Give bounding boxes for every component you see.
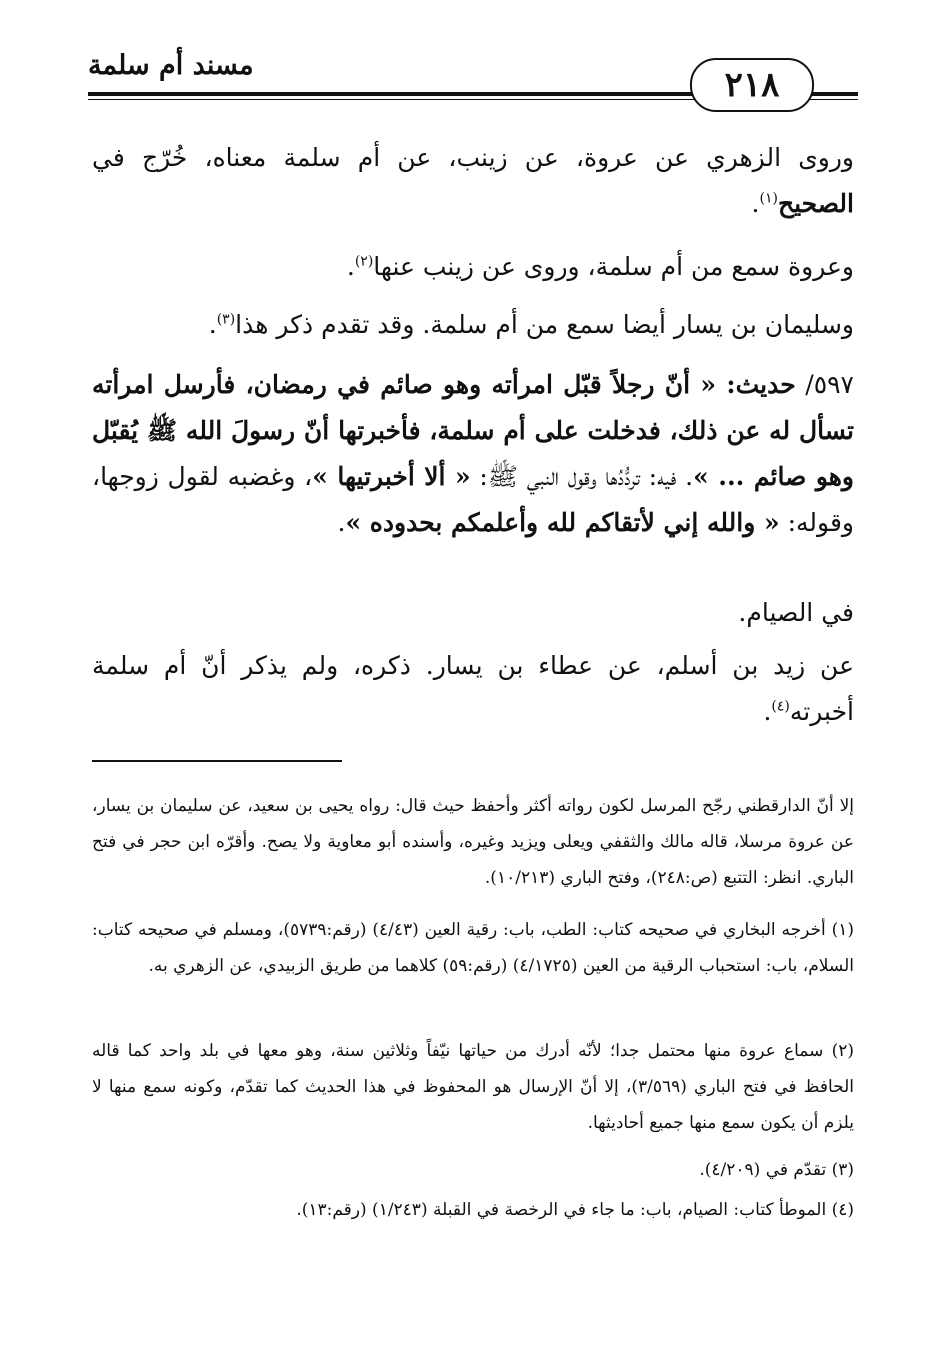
- page-number-badge: ٢١٨: [690, 58, 814, 112]
- hadith-paragraph: [92, 362, 854, 546]
- paragraph-end: .: [208, 310, 217, 339]
- hadith-quote-oath: « والله إني لأتقاكم لله وأعلمكم بحدوده »: [345, 508, 780, 537]
- footnote-separator: [92, 760, 342, 762]
- paragraph-end: .: [346, 252, 355, 281]
- paragraph-text: وعروة سمع من أم سلمة، وروى عن زينب عنها: [373, 252, 854, 281]
- footnote-3: (٣) تقدّم في (٤/٢٠٩).: [699, 1160, 854, 1180]
- paragraph-text: وسليمان بن يسار أيضا سمع من أم سلمة. وقد تقدم ذكر هذا: [235, 310, 854, 339]
- paragraph-fasting-heading: [92, 590, 854, 636]
- sahih-word: الصحيح: [777, 189, 854, 218]
- footnote-2: (٢) سماع عروة منها محتمل جدا؛ لأنّه أدرك من حياتها نيّفاً وثلاثين سنة، وهو معها في بلد واحد كما قاله الحافظ في فتح الباري (٣/٥٦٩)، إلا أنّ الإرسال هو المحفوظ في هذا الحديث كما تقدّم، وكونه سمع منها لا يلزم أن يكون سمع منها جميع أحاديثها.: [92, 1041, 855, 1133]
- hadith-label: حديث:: [726, 370, 796, 399]
- paragraph-sulayman: [92, 302, 854, 348]
- footnote-continuation: إلا أنّ الدارقطني رجّح المرسل لكون رواته أكثر وأحفظ حيث قال: رواه يحيى بن سعيد، عن سليمان بن يسار، عن عروة مرسلا، قاله مالك والثقفي ويعلى ويزيد وغيره، وأسنده أبو معاوية ولا يصح. وأقرّه ابن حجر في فتح الباري. انظر: التتبع (ص:٢٤٨)، وفتح الباري (١٠/٢١٣).: [92, 796, 854, 888]
- paragraph-end: .: [763, 697, 772, 726]
- footnote-marker-3: (٣): [216, 311, 236, 328]
- paragraph-text: عن زيد بن أسلم، عن عطاء بن يسار. ذكره، ولم يذكر أنّ أم سلمة أخبرته: [92, 651, 854, 726]
- footnote-1: (١) أخرجه البخاري في صحيحه كتاب: الطب، باب: رقية العين (٤/٤٣) (رقم:٥٧٣٩)، ومسلم في صحيحه كتاب: السلام، باب: استحباب الرقية من العين (٤/١٧٢٥) (رقم:٥٩) كلاهما من طريق الزبيدي، عن الزهري به.: [92, 920, 854, 976]
- paragraph-text: في الصيام.: [738, 598, 854, 627]
- paragraph-zuhri: [92, 135, 854, 227]
- paragraph-text: وروى الزهري عن عروة، عن زينب، عن أم سلمة معناه، خُرّج في: [92, 143, 855, 172]
- hadith-quote-main: « أنّ رجلاً قبّل امرأته وهو صائم في رمضان، فأرسل امرأته تسأل له عن ذلك، فدخلت على أم سلمة، فأخبرتها أنّ رسولَ الله ﷺ يُقبّل وهو صائم ... »: [92, 370, 854, 491]
- hadith-commentary: . فيه: تردُّدُها وقول النبي ﷺ:: [470, 462, 694, 491]
- footnote-4: (٤) الموطأ كتاب: الصيام، باب: ما جاء في الرخصة في القبلة (١/٢٤٣) (رقم:١٣).: [296, 1200, 854, 1220]
- paragraph-end: .: [751, 189, 760, 218]
- hadith-commentary-2: ، وغضبه لقول زوجها، وقوله:: [92, 462, 854, 537]
- running-header-title: مسند أم سلمة: [88, 50, 254, 81]
- footnote-marker-2: (٢): [354, 253, 374, 270]
- footnote-marker-4: (٤): [771, 698, 790, 715]
- footnote-marker-1: (١): [759, 190, 778, 207]
- hadith-end: .: [337, 508, 346, 537]
- hadith-number: ٥٩٧/: [795, 370, 854, 399]
- hadith-quote-prophet: « ألا أخبرتيها »: [312, 462, 471, 491]
- paragraph-urwa: [92, 244, 854, 290]
- paragraph-zayd: [92, 643, 854, 735]
